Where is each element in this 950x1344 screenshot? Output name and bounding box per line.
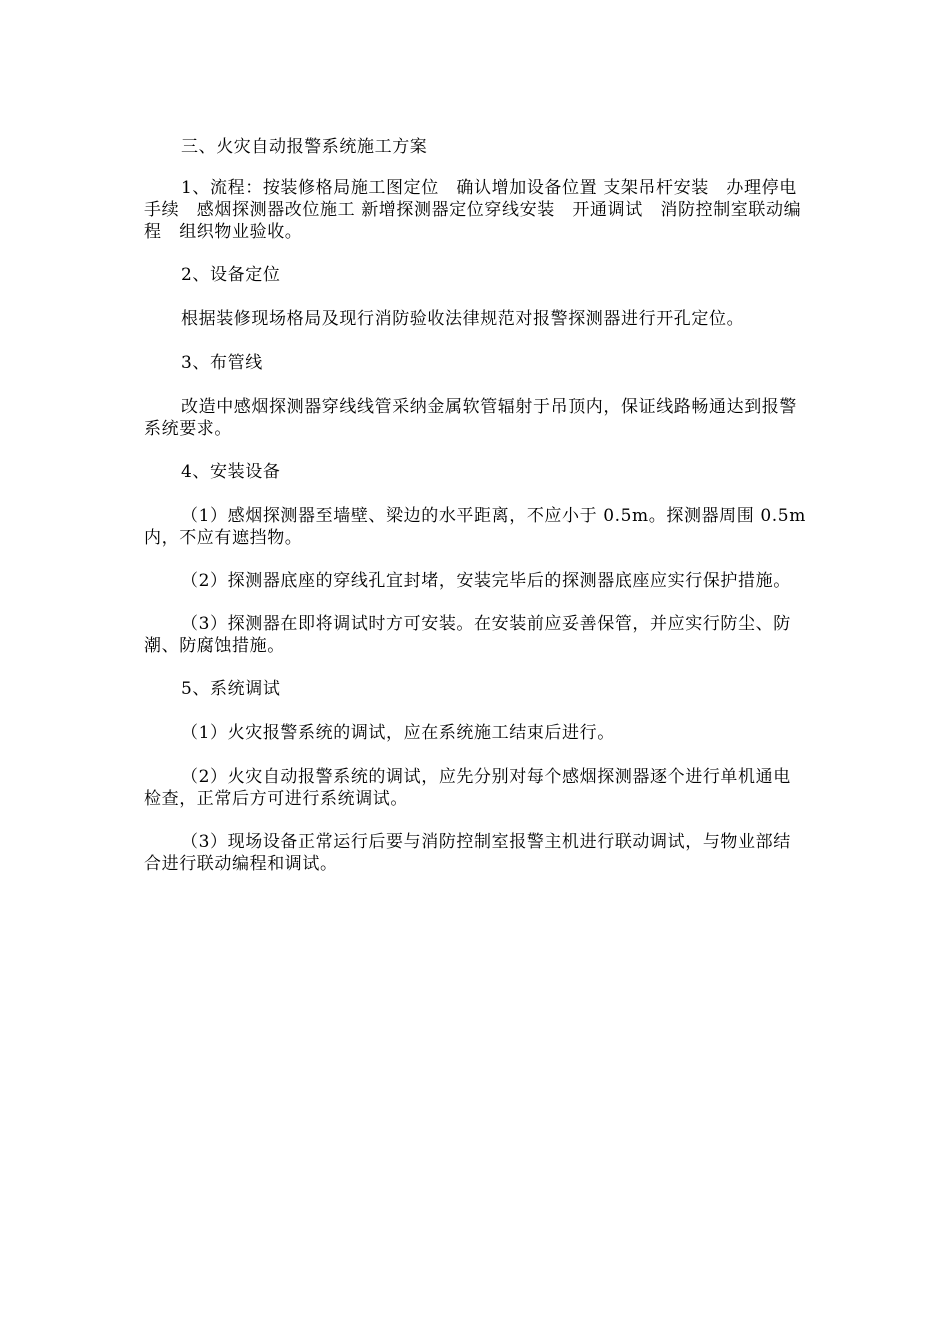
heading-wiring: 3、布管线 — [181, 353, 263, 373]
paragraph-debug-item-3: （3）现场设备正常运行后要与消防控制室报警主机进行联动调试，与物业部结合进行联动编程和调试。 — [144, 832, 791, 874]
paragraph-device-positioning: 根据装修现场格局及现行消防验收法律规范对报警探测器进行开孔定位。 — [181, 309, 745, 329]
paragraph-debug-item-1: （1）火灾报警系统的调试，应在系统施工结束后进行。 — [181, 723, 615, 743]
paragraph-process: 1、流程：按装修格局施工图定位 确认增加设备位置 支架吊杆安装 办理停电手续 感烟探测器改位施工 新增探测器定位穿线安装 开通调试 消防控制室联动编程 组织物业验收。 — [144, 178, 802, 242]
heading-system-debug: 5、系统调试 — [181, 679, 281, 699]
paragraph-debug-item-2: （2）火灾自动报警系统的调试，应先分别对每个感烟探测器逐个进行单机通电检查，正常后方可进行系统调试。 — [144, 767, 791, 809]
paragraph-install-item-1: （1）感烟探测器至墙壁、梁边的水平距离，不应小于 0.5m。探测器周围 0.5m 内，不应有遮挡物。 — [144, 506, 806, 548]
paragraph-install-item-2: （2）探测器底座的穿线孔宜封堵，安装完毕后的探测器底座应实行保护措施。 — [181, 571, 791, 591]
heading-device-positioning: 2、设备定位 — [181, 265, 281, 285]
section-title: 三、火灾自动报警系统施工方案 — [181, 137, 428, 157]
document-body — [144, 136, 808, 896]
paragraph-wiring: 改造中感烟探测器穿线线管采纳金属软管辐射于吊顶内，保证线路畅通达到报警系统要求。 — [144, 397, 797, 439]
paragraph-install-item-3: （3）探测器在即将调试时方可安装。在安装前应妥善保管，并应实行防尘、防潮、防腐蚀措施。 — [144, 614, 791, 656]
heading-install-equipment: 4、安装设备 — [181, 462, 281, 482]
